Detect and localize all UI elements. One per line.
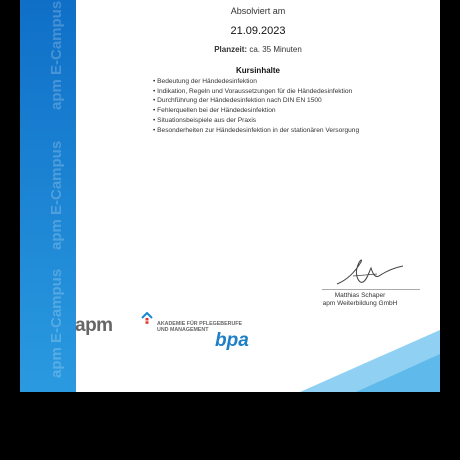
bpa-logo: bpa <box>215 330 249 351</box>
side-band <box>20 0 76 392</box>
plan-time-label: Planzeit: <box>214 45 248 54</box>
plan-time-value: ca. 35 Minuten <box>249 45 302 54</box>
list-item: • Durchführung der Händedesinfektion nach DIN EN 1500 <box>153 96 359 106</box>
contents-heading: Kursinhalte <box>235 66 280 75</box>
contents-list <box>153 77 359 135</box>
apm-logo-mark <box>141 312 153 324</box>
signature-line <box>322 289 420 290</box>
list-item: • Situationsbeispiele aus der Praxis <box>153 116 359 126</box>
completion-date: 21.09.2023 <box>230 25 286 37</box>
side-watermark: apm E-Campus <box>48 268 65 378</box>
signatory-name: Matthias Schaper <box>334 292 386 299</box>
apm-tagline-line: UND MANAGEMENT <box>157 327 209 334</box>
completed-label: Absolviert am <box>230 6 286 16</box>
corner-decoration <box>356 354 440 392</box>
list-item: • Indikation, Regeln und Voraussetzungen für die Händedesinfektion <box>153 87 359 97</box>
apm-tagline-line: AKADEMIE FÜR PFLEGEBERUFE <box>157 321 243 327</box>
list-item: • Besonderheiten zur Händedesinfektion in der stationären Versorgung <box>153 126 359 136</box>
plan-time <box>76 45 440 54</box>
apm-logo: apm <box>75 315 113 336</box>
signatory-org: apm Weiterbildung GmbH <box>322 300 398 307</box>
list-item: • Fehlerquellen bei der Händedesinfektion <box>153 106 359 116</box>
side-watermark: apm E-Campus <box>48 0 65 110</box>
side-watermark: apm E-Campus <box>48 140 65 250</box>
signature <box>333 254 405 292</box>
list-item: • Bedeutung der Händedesinfektion <box>153 77 359 87</box>
